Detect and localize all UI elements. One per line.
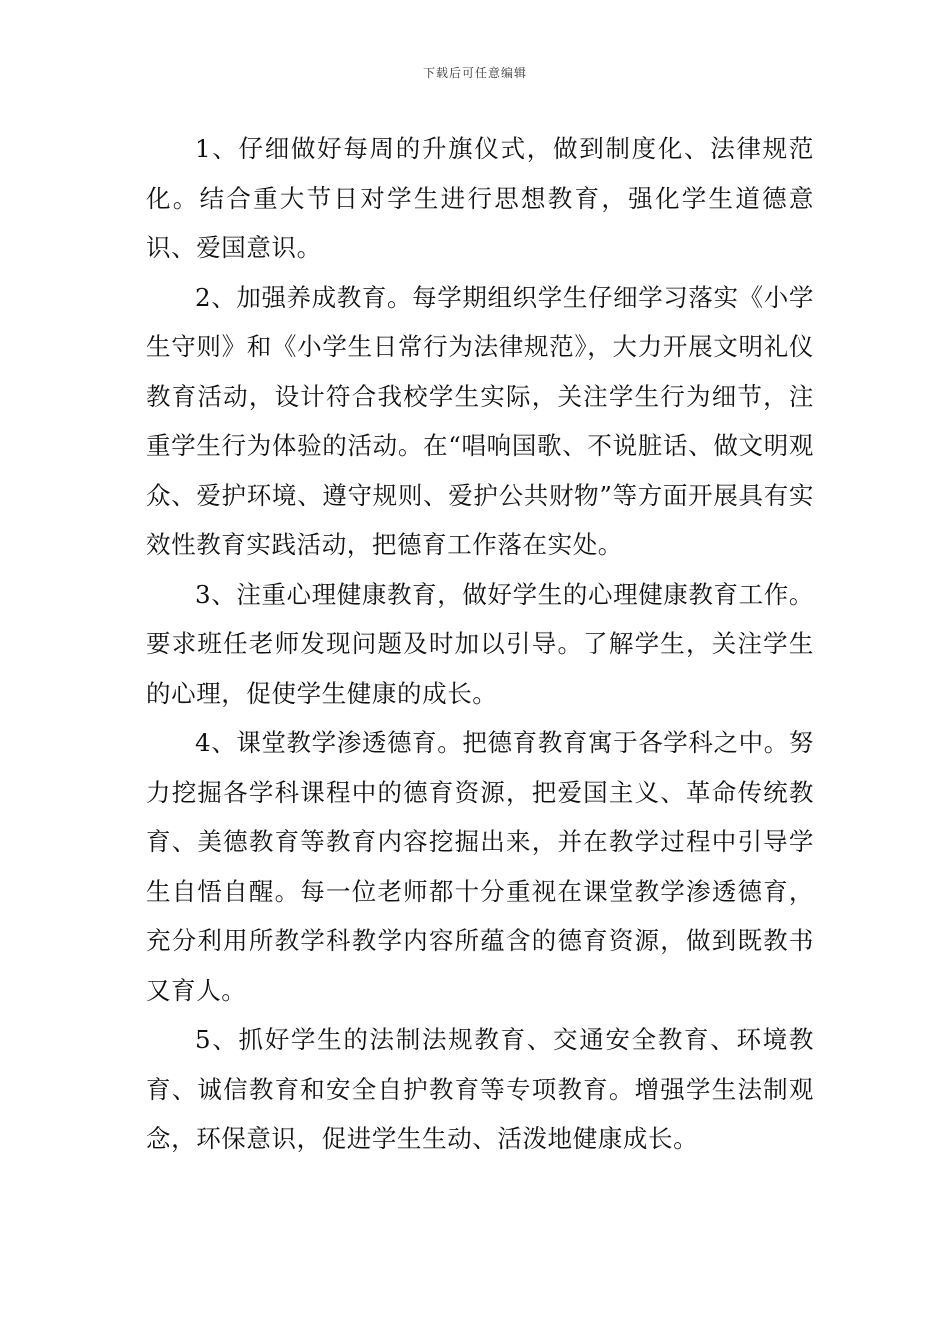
paragraph-5: 5、抓好学生的法制法规教育、交通安全教育、环境教育、诚信教育和安全自护教育等专项教育。增强学生法制观念，环保意识，促进学生生动、活泼地健康成长。 (146, 1025, 814, 1153)
paragraph-2: 2、加强养成教育。每学期组织学生仔细学习落实《小学生守则》和《小学生日常行为法律规范》，大力开展文明礼仪教育活动，设计符合我校学生实际，关注学生行为细节，注重学生行为体验的活动。在“唱响国歌、不说脏话、做文明观众、爱护环境、遵守规则、爱护公共财物”等方面开展具有实效性教育实践活动，把德育工作落在实处。 (146, 282, 814, 559)
document-body (146, 124, 814, 1164)
paragraph-3: 3、注重心理健康教育，做好学生的心理健康教育工作。要求班任老师发现问题及时加以引导。了解学生，关注学生的心理，促使学生健康的成长。 (146, 579, 814, 708)
page-header: 下载后可任意编辑 (422, 66, 527, 80)
paragraph-1: 1、仔细做好每周的升旗仪式，做到制度化、法律规范化。结合重大节日对学生进行思想教育，强化学生道德意识、爱国意识。 (146, 134, 814, 262)
paragraph-4: 4、课堂教学渗透德育。把德育教育寓于各学科之中。努力挖掘各学科课程中的德育资源，把爱国主义、革命传统教育、美德教育等教育内容挖掘出来，并在教学过程中引导学生自悟自醒。每一位老师都十分重视在课堂教学渗透德育，充分利用所教学科教学内容所蕴含的德育资源，做到既教书又育人。 (146, 728, 814, 1005)
